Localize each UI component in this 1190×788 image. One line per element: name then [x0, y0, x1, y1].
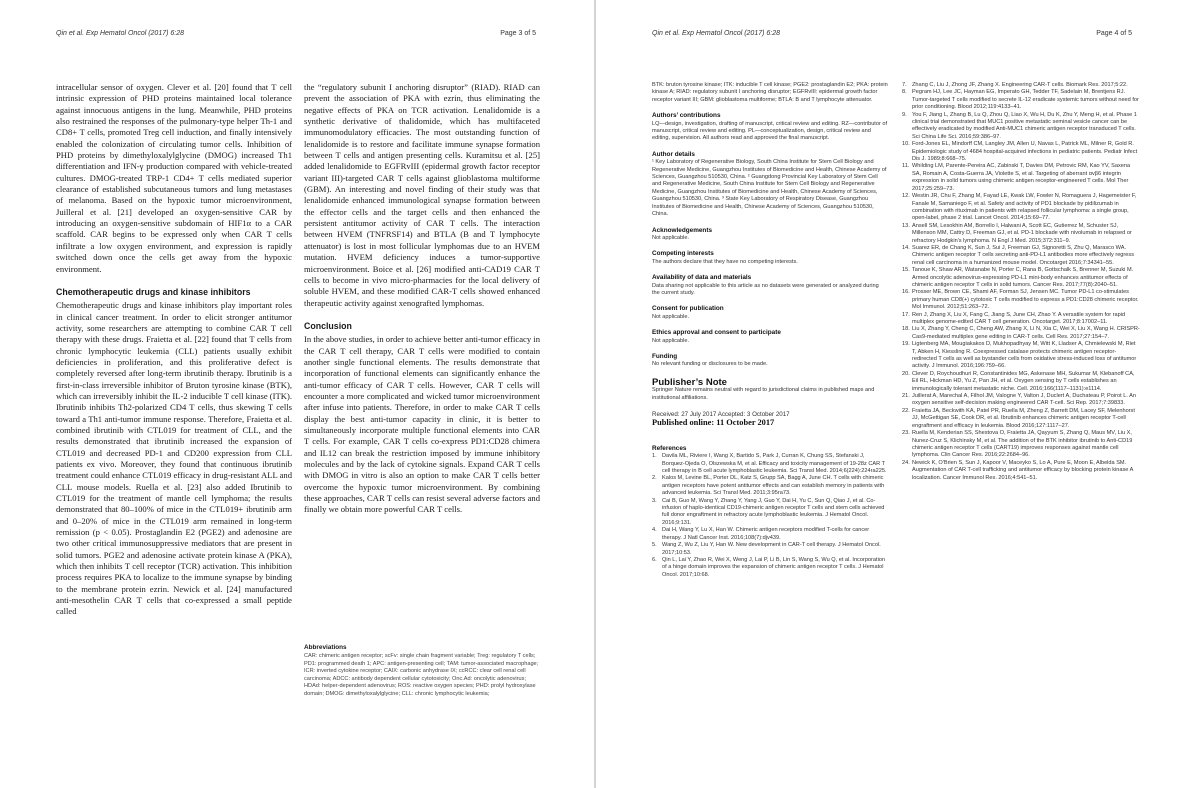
published-online-date: Published online: 11 October 2017 — [652, 418, 775, 428]
reference-number: 24. — [902, 459, 910, 466]
reference-number: 18. — [902, 326, 910, 333]
reference-text: Cai B, Guo M, Wang Y, Zhang Y, Yang J, Guo Y, Dai H, Yu C, Sun Q, Qiao J, et al. Co-infusion of haplo-identical CD19-chimeric antigen receptor T cells and stem cells achieved full donor engraftment in refractory acute lymphoblastic leukemia. J Hematol Oncol. 2016;9:131. — [662, 497, 885, 526]
reference-entry — [902, 163, 1140, 193]
abbreviations-continued: BTK: bruton tyrosine kinase; ITK: inducible T cell kinase; PGE2: prostaglandin E2; PKA: protein kinase A; RIAD: regulatory subunit I anchoring disruptor; EGFRvIII: epidermal growth factor receptor variant III; GBM: glioblastoma multiforme; BTLA: B and T lymphocyte attenuator. — [652, 82, 888, 103]
reference-entry — [902, 408, 1140, 430]
reference-number: 22. — [902, 407, 910, 414]
reference-number: 5. — [652, 542, 657, 549]
section-heading-conclusion: Conclusion — [304, 320, 352, 331]
reference-entry — [652, 527, 888, 542]
reference-number: 6. — [652, 556, 657, 563]
body-paragraph: the “regulatory subunit I anchoring disruptor” (RIAD). RIAD can prevent the association of PKA with ezrin, thus eliminating the negative effects of PKA on TCR activation. Lenalidomide is a synthetic derivative of thalidomide, which has multifaceted immunomodulatory efficacies. The most outstanding function of lenalidomide is to restore and facilitate immune synapse formation between T cells and antigen presenting cells. Kuramitsu et al. [25] added lenalidomide to EGFRvIII (epidermal growth factor receptor variant III)-targeted CAR T cells against glioblastoma multiforme (GBM). An interesting and novel finding of their study was that lenalidomide enhanced immunological synapse formation between the effector cells and the target cells and then enhanced the persistent antitumor activity of CAR T cells. The interaction between HVEM (TNFRSF14) and BTLA (B and T lymphocyte attenuator) is lost in most follicular lymphomas due to an HVEM mutation. HVEM deficiency induces a tumor-supportive microenvironment. Boice et al. [26] modified anti-CAD19 CAR T cells to become in vivo micro-pharmacies for the local delivery of soluble HVEM, and these modified CAR-T cells showed enhanced therapeutic activity against xenografted lymphomas. — [304, 82, 540, 308]
reference-entry — [902, 312, 1140, 327]
reference-entry — [902, 289, 1140, 311]
reference-number: 1. — [652, 453, 657, 460]
running-header — [596, 30, 1190, 42]
reference-number: 19. — [902, 341, 910, 348]
reference-number: 21. — [902, 393, 910, 400]
reference-text: Ford-Jones EL, Mindorff CM, Langley JM, Allen U, Navas L, Patrick ML, Milner R, Gold R. Epidemiologic study of 4684 hospital-acquired infections in pediatric patients. Pediatr Infect Dis J. 1989;8:668–75. — [912, 141, 1138, 163]
reference-number: 15. — [902, 267, 910, 274]
reference-number: 14. — [902, 244, 910, 251]
reference-text: Davila ML, Riviere I, Wang X, Bartido S, Park J, Curran K, Chung SS, Stefanski J, Borquez-Ojeda O, Olszewska M, et al. Efficacy and toxicity management of 19-28z CAR T cell therapy in B cell acute lymphoblastic leukemia. Sci Transl Med. 2014;6(224):224ra225. — [662, 453, 887, 475]
publishers-note-heading: Publisher’s Note — [652, 376, 727, 388]
text-column-left — [56, 82, 292, 618]
reference-number: 3. — [652, 497, 657, 504]
reference-text: Dai H, Wang Y, Lu X, Han W. Chimeric antigen receptors modified T-cells for cancer therapy. J Natl Cancer Inst. 2016;108(7):djv439. — [662, 527, 870, 541]
reference-text: Westin JR, Chu F, Zhang M, Fayad LE, Kwak LW, Fowler N, Romaguera J, Hagemeister F, Fanale M, Samaniego F, et al. Safety and activity of PD1 blockade by pidilizumab in combination with rituximab in patients with relapsed follicular lymphoma: a single group, open-label, phase 2 trial. Lancet Oncol. 2014;15:69–77. — [912, 193, 1137, 222]
reference-text: Ansell SM, Lesokhin AM, Borrello I, Halwani A, Scott EC, Gutierrez M, Schuster SJ, Millenson MM, Cattry D, Freeman GJ, et al. PD-1 blockade with nivolumab in relapsed or refractory Hodgkin's lymphoma. N Engl J Med. 2015;372:311–9. — [912, 222, 1132, 244]
reference-entry — [652, 453, 888, 475]
reference-text: You F, Jiang L, Zhang B, Lu Q, Zhou Q, Liao X, Wu H, Du K, Zhu Y, Meng H, et al. Phase 1 clinical trial demonstrated that MUC1 positive metastatic seminal vesicle cancer can be effectively eradicated by modified Anti-MUC1 chimeric antigen receptor transduced T cells. Sci China Life Sci. 2016;59:386–97. — [912, 111, 1137, 140]
section-text: Not applicable. — [652, 313, 690, 320]
reference-text: Fraietta JA, Beckwith KA, Patel PR, Ruella M, Zheng Z, Barrett DM, Lacey SF, Melenhorst JJ, McGettigan SE, Cook DR, et al. Ibrutinib enhances chimeric antigen receptor T-cell engraftment and efficacy in leukemia. Blood 2016;127:1117–27. — [912, 407, 1135, 429]
abbreviations-heading: Abbreviations — [304, 644, 347, 651]
reference-entry — [902, 193, 1140, 223]
running-header — [0, 30, 594, 42]
section-text: Data sharing not applicable to this article as no datasets were generated or analyzed during the current study. — [652, 282, 879, 296]
reference-text: Pegram HJ, Lee JC, Hayman EG, Imperato GH, Tedder TF, Sadelain M, Brentjens RJ. Tumor-targeted T cells modified to secrete IL-12 eradicate systemic tumors without need for prior conditioning. Blood 2012;119:4133–41. — [912, 89, 1139, 111]
section-text: ¹ Key Laboratory of Regenerative Biology, South China Institute for Stem Cell Biology and Regenerative Medicine, Guangzhou Institutes of Biomedicine and Health, Chinese Academy of Sciences, Guangzhou 510530, China. ² Guangdong Provincial Key Laboratory of Stem Cell and Regenerative Medicine, South China Institute for Stem Cell Biology and Regenerative Medicine, Guangzhou Institutes of Biomedicine and Health, Chinese Academy of Sciences, Guangzhou 510530, China. ³ State Key Laboratory of Respiratory Disease, Guangzhou Institutes of Biomedicine and Health, Chinese Academy of Sciences, Guangzhou 510530, China. — [652, 159, 887, 218]
references-heading: References — [652, 444, 687, 452]
reference-entry — [652, 475, 888, 497]
reference-text: Newick K, O'Brien S, Sun J, Kapoor V, Maceyko S, Lo A, Pure E, Moon E, Albelda SM. Augmentation of CAR T-cell trafficking and antitumor efficacy by blocking protein kinase A localization. Cancer Immunol Res. 2016;4:541–51. — [912, 459, 1134, 481]
publishers-note-text: Springer Nature remains neutral with regard to jurisdictional claims in published maps and institutional affiliations. — [652, 387, 875, 401]
reference-entry — [652, 542, 888, 557]
reference-number: 7. — [902, 82, 907, 88]
reference-text: Suarez ER, de Chang K, Sun J, Sui J, Freeman GJ, Signoretti S, Zhu Q, Marasco WA. Chimeric antigen receptor T cells secreting anti-PD-L1 antibodies more effectively regress renal cell carcinoma in a humanized mouse model. Oncotarget 2016;7:34341–55. — [912, 244, 1134, 266]
reference-text: Clever D, Roychoudhuri R, Constantinides MG, Askenase MH, Sukumar M, Klebanoff CA, Eil RL, Hickman HD, Yu Z, Pan JH, et al. Oxygen sensing by T cells establishes an immunologically tolerant metastatic niche. Cell. 2016;166(1117–1131):e1114. — [912, 370, 1135, 392]
references-column — [902, 82, 1140, 482]
journal-citation: Qin et al. Exp Hematol Oncol (2017) 6:28 — [56, 30, 185, 37]
section-heading: Competing interests — [652, 250, 714, 258]
reference-number: 2. — [652, 475, 657, 482]
reference-number: 20. — [902, 370, 910, 377]
reference-entry — [652, 557, 888, 579]
section-heading: Authors’ contributions — [652, 112, 721, 120]
reference-entry — [902, 267, 1140, 289]
reference-number: 12. — [902, 193, 910, 200]
reference-list-part2 — [902, 82, 1140, 482]
reference-entry — [902, 245, 1140, 267]
body-paragraph: intracellular sensor of oxygen. Clever et al. [20] found that T cell intrinsic expression of PHD proteins maintained local tolerance against innocuous antigens in the lung. Meanwhile, PHD proteins also restrained the responses of the pulmonary-type helper Th-1 and CD8+ T cells, promoted Treg cell induction, and finally intensively enabled the colonization of circulating tumor cells. Inhibition of PHD proteins by dimethyloxalylglycine (DMOG) increased Th1 differentiation and IFN-γ production compared with vehicle-treated cultures. DMOG-treated TRP-1 CD4+ T cells mediated superior clearance of established subcutaneous tumors and lung metastases of melanoma. Based on the hypoxic tumor microenvironment, Juilleral et al. [21] developed an oxygen-sensitive CAR by introducing an oxygen-sensitive subdomain of HIF1α to a CAR scaffold. CAR begins to be expressed only when CAR T cells infiltrate a low oxygen environment, and expression is rapidly switched down once the cells get away from the hypoxic environment. — [56, 82, 292, 274]
journal-citation: Qin et al. Exp Hematol Oncol (2017) 6:28 — [652, 30, 781, 37]
reference-text: Ligtenberg MA, Mougiakakos D, Mukhopadhyay M, Witt K, Lladser A, Chmielewski M, Riet T, Abken H, Kiessling R. Coexpressed catalase protects chimeric antigen receptor-redirected T cells as well as bystander cells from oxidative stress-induced loss of antitumor activity. J Immunol. 2016;196:759–66. — [912, 341, 1137, 370]
section-heading: Author details — [652, 150, 695, 158]
reference-text: Liu X, Zhang Y, Cheng C, Cheng AW, Zhang X, Li N, Xia C, Wei X, Liu X, Wang H. CRISPR-Cas9-mediated multiplex gene editing in CAR-T cells. Cell Res. 2017;27:154–7. — [912, 326, 1140, 340]
reference-number: 9. — [902, 111, 907, 118]
reference-text: Prosser ME, Brown CE, Shami AF, Forman SJ, Jensen MC. Tumor PD-L1 co-stimulates primary human CD8(+) cytotoxic T cells modified to express a PD1:CD28 chimeric receptor. Mol Immunol. 2012;51:263–72. — [912, 289, 1139, 311]
received-accepted-dates: Received: 27 July 2017 Accepted: 3 October 2017 — [652, 411, 790, 418]
page-4 — [596, 0, 1190, 788]
section-heading: Consent for publication — [652, 305, 724, 313]
body-paragraph: In the above studies, in order to achieve better anti-tumor efficacy in the CAR T cell therapy, CAR T cells were modified to contain another single functional elements. The results demonstrate that incorporation of functional elements can significantly enhance the anti-tumor efficacy of CAR T cells. However, CAR T cells will encounter a more complicated and wicked tumor microenvironment after infuse into patients. Therefore, in order to make CAR T cells display the best anti-tumor capacity in clinic, it is better to simultaneously incorporate multiple functional elements into CAR T cells. For example, CAR T cells co-express PD1:CD28 chimera and IL12 can break the restriction imposed by immune inhibitory molecules and by the lack of cytokine signals. Expand CAR T cells with DMOG in vitro is also an option to make CAR T cells better overcome the hypoxic tumor microenvironment. By combining these approaches, CAR T cells can resist several adverse factors and finally we obtain more powerful CAR T cells. — [304, 334, 540, 515]
reference-entry — [902, 112, 1140, 142]
abbreviations-block — [304, 644, 540, 699]
section-heading: Funding — [652, 352, 678, 360]
page-number: Page 4 of 5 — [1096, 30, 1132, 37]
reference-text: Juillerat A, Marechal A, Filhol JM, Valogne Y, Valton J, Duclert A, Duchateau P, Poirot L. An oxygen sensitive self-decision making engineered CAR T-cell. Sci Rep. 2017;7:39833. — [912, 393, 1136, 407]
section-text: Not applicable. — [652, 337, 690, 344]
section-text: No relevant funding or disclosures to be made. — [652, 361, 768, 368]
reference-entry — [652, 498, 888, 528]
reference-text: Zhang C, Liu J, Zhong JF, Zhang X. Engineering CAR-T cells. Biomark Res. 2017;5:22. — [912, 82, 1128, 88]
body-paragraph: Chemotherapeutic drugs and kinase inhibitors play important roles in clinical cancer treatment. In order to elicit stronger antitumor activity, some researchers are attempting to combine CAR T cell therapy with these drugs. Fraietta et al. [22] found that T cells from chronic lymphocytic leukemia (CLL) patients usually exhibit deficiencies in proliferation, and this proliferative defect is completely reversed after long-term ibrutinib therapy. Ibrutinib is a first-in-class irreversible inhibitor of Bruton tyrosine kinase (BTK), which can irreversibly inhibit the IL-2 inducible T cell kinase (ITK). Ibrutinib inhibits Th2-polarized CD4 T cells, thus skewing T cells toward a Th1 anti-tumor immune response. Therefore, Fraietta et al. combined ibrutinib with CTL019 for treatment of CLL, and the results demonstrated that ibrutinib increased the expansion of CTL019 and decreased PD-1 and CD200 expression from CLL patients ex vivo. Moreover, they found that continuous ibrutinib treatment could enhance CTL019 efficacy in drug-resistant ALL and CLL mouse models. Ruella et al. [23] also added Ibrutinib to CTL019 for the treatment of mantle cell lymphoma; the results demonstrated that 80–100% of mice in the CTL019+ ibrutinib arm and 0–20% of mice in the CTL019 arm remained in long-term remission (p < 0.05). Prostaglandin E2 (PGE2) and adenosine are two other critical immunosuppressive mediators that are present in solid tumors. PGE2 and adenosine activate protein kinase A (PKA), which then inhibits T cell receptor (TCR) activation. This inhibition process requires PKA to localize to the immune synapse by binding to the membrane protein ezrin. Newick et al. [24] manufactured anti-mesothelin CAR T cells that co-expressed a small peptide called — [56, 300, 292, 617]
reference-list-part1 — [652, 453, 888, 579]
reference-entry — [902, 430, 1140, 460]
reference-text: Kalos M, Levine BL, Porter DL, Katz S, Grupp SA, Bagg A, June CH. T cells with chimeric antigen receptors have potent antitumor effects and can establish memory in patients with advanced leukemia. Sci Transl Med. 2011;3:95ra73. — [662, 475, 885, 497]
reference-text: Ruella M, Kenderian SS, Shestova O, Fraietta JA, Qayyum S, Zhang Q, Maus MV, Liu X, Nunez-Cruz S, Klichinsky M, et al. The addition of the BTK inhibitor ibrutinib to Anti-CD19 chimeric antigen receptor T cells (CART19) improves responses against mantle cell lymphoma. Clin Cancer Res. 2016;22:2684–96. — [912, 430, 1133, 459]
section-heading: Acknowledgements — [652, 226, 713, 234]
reference-entry — [902, 341, 1140, 371]
reference-entry — [902, 223, 1140, 245]
reference-text: Whilding LM, Parente-Pereira AC, Zabinski T, Davies DM, Petrovic RM, Kao YV, Saxena SA, Romain A, Costa-Guerra JA, Violette S, et al. Targeting of aberrant αvβ6 integrin expression in solid tumors using chimeric antigen receptor-engineered T cells. Mol Ther 2017;25:259–73. — [912, 163, 1131, 192]
reference-number: 11. — [902, 163, 910, 170]
reference-number: 4. — [652, 527, 657, 534]
reference-number: 13. — [902, 222, 910, 229]
page-number: Page 3 of 5 — [500, 30, 536, 37]
reference-entry — [902, 460, 1140, 482]
reference-text: Ren J, Zhang X, Liu X, Fang C, Jiang S, June CH, Zhao Y. A versatile system for rapid multiplex genome-edited CAR T cell generation. Oncotarget. 2017;8:17002–11. — [912, 311, 1126, 325]
reference-number: 8. — [902, 89, 907, 96]
reference-entry — [902, 82, 1140, 89]
backmatter-column — [652, 82, 888, 579]
reference-entry — [902, 141, 1140, 163]
section-text: The authors declare that they have no competing interests. — [652, 258, 798, 265]
section-text: LQ—design, investigation, drafting of manuscript, critical review and editing. RZ—contributor of manuscript, critical review and editing. PL—conceptualization, design, critical review and editing, supervision. All authors read and approved the final manuscript. — [652, 120, 888, 142]
reference-number: 10. — [902, 141, 910, 148]
page-3 — [0, 0, 594, 788]
reference-number: 17. — [902, 311, 910, 318]
reference-text: Tanoue K, Shaw AR, Watanabe N, Porter C, Rana B, Gottschalk S, Brenner M, Suzuki M. Armed oncolytic adenovirus-expressing PD-L1 mini-body enhances antitumor effects of chimeric antigen receptor T cells in solid tumors. Cancer Res. 2017;77(8):2040–51. — [912, 267, 1134, 288]
section-text: Not applicable. — [652, 234, 690, 241]
text-column-right — [304, 82, 540, 516]
section-heading-chemo: Chemotherapeutic drugs and kinase inhibitors — [56, 286, 251, 297]
section-heading: Availability of data and materials — [652, 274, 752, 282]
reference-entry — [902, 89, 1140, 111]
reference-entry — [902, 371, 1140, 393]
reference-entry — [902, 393, 1140, 408]
reference-entry — [902, 326, 1140, 341]
abbreviations-text: CAR: chimeric antigen receptor; scFv: single chain fragment variable; Treg: regulatory T cells; PD1: programmed death 1; APC: antigen-presenting cell; TAM: tumor-associated macrophage; ICR: inverted cytokine receptor; CAIX: carbonic anhydrase IX; ccRCC: clear cell renal cell carcinoma; ADCC: antibody dependent cellular cytotoxicity; Onc.Ad: oncolytic adenovirus; HDAd: helper-dependent adenovirus; ROS: reactive oxygen species; PHD: prolyl hydroxylase domain; DMOG: dimethyloxalylglycine; CLL: chronic lymphocytic leukemia; — [304, 653, 539, 697]
reference-number: 23. — [902, 430, 910, 437]
reference-number: 16. — [902, 289, 910, 296]
reference-text: Wang Z, Wu Z, Liu Y, Han W. New development in CAR-T cell therapy. J Hematol Oncol. 2017;10:53. — [662, 542, 881, 556]
section-heading: Ethics approval and consent to participate — [652, 329, 781, 337]
reference-text: Qin L, Lai Y, Zhao R, Wei X, Weng J, Lai P, Li B, Lin S, Wang S, Wu Q, et al. Incorporation of a hinge domain improves the expansion of chimeric antigen receptor T cells. J Hematol Oncol. 2017;10:68. — [662, 556, 886, 578]
